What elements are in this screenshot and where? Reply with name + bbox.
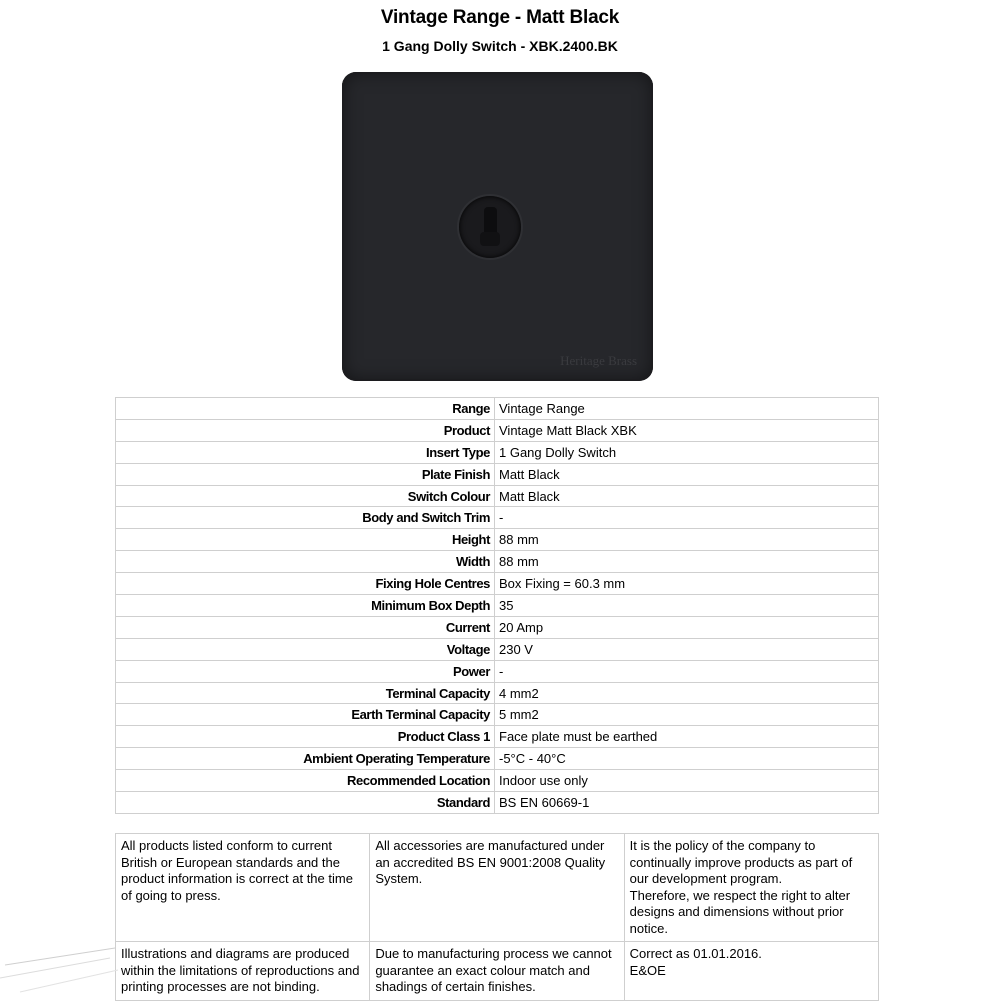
spec-value: -5°C - 40°C xyxy=(495,748,879,770)
spec-value: 5 mm2 xyxy=(495,704,879,726)
spec-label: Current xyxy=(116,616,495,638)
spec-value: Matt Black xyxy=(495,463,879,485)
spec-label: Plate Finish xyxy=(116,463,495,485)
spec-value: 88 mm xyxy=(495,529,879,551)
spec-row xyxy=(116,573,879,595)
spec-label: Power xyxy=(116,660,495,682)
notes-row xyxy=(116,942,879,1001)
spec-value: 35 xyxy=(495,595,879,617)
spec-label: Height xyxy=(116,529,495,551)
spec-label: Minimum Box Depth xyxy=(116,595,495,617)
spec-label: Product Class 1 xyxy=(116,726,495,748)
spec-label: Insert Type xyxy=(116,441,495,463)
decorative-streaks xyxy=(0,930,120,1000)
spec-value: Vintage Range xyxy=(495,398,879,420)
specification-table xyxy=(115,397,879,814)
spec-row xyxy=(116,398,879,420)
spec-value: BS EN 60669-1 xyxy=(495,792,879,814)
spec-label: Body and Switch Trim xyxy=(116,507,495,529)
spec-label: Voltage xyxy=(116,638,495,660)
spec-label: Product xyxy=(116,419,495,441)
spec-row xyxy=(116,660,879,682)
spec-label: Range xyxy=(116,398,495,420)
spec-label: Fixing Hole Centres xyxy=(116,573,495,595)
spec-value: - xyxy=(495,507,879,529)
spec-row xyxy=(116,507,879,529)
spec-row xyxy=(116,616,879,638)
spec-label: Switch Colour xyxy=(116,485,495,507)
spec-row xyxy=(116,551,879,573)
spec-row xyxy=(116,419,879,441)
spec-label: Recommended Location xyxy=(116,770,495,792)
note-quality-system: All accessories are manufactured under an accredited BS EN 9001:2008 Quality System. xyxy=(370,834,624,942)
note-colour-match: Due to manufacturing process we cannot guarantee an exact colour match and shadings of certain finishes. xyxy=(370,942,624,1001)
spec-value: Matt Black xyxy=(495,485,879,507)
spec-label: Ambient Operating Temperature xyxy=(116,748,495,770)
spec-row xyxy=(116,595,879,617)
spec-row xyxy=(116,704,879,726)
document-subtitle: 1 Gang Dolly Switch - XBK.2400.BK xyxy=(382,38,618,54)
note-correct-as: Correct as 01.01.2016. E&OE xyxy=(624,942,878,1001)
note-policy: It is the policy of the company to continually improve products as part of our development program. Therefore, we respect the right to alter designs and dimensions without prior notice. xyxy=(624,834,878,942)
spec-label: Earth Terminal Capacity xyxy=(116,704,495,726)
spec-value: 1 Gang Dolly Switch xyxy=(495,441,879,463)
spec-row xyxy=(116,792,879,814)
spec-value: Vintage Matt Black XBK xyxy=(495,419,879,441)
spec-value: Box Fixing = 60.3 mm xyxy=(495,573,879,595)
spec-value: - xyxy=(495,660,879,682)
notes-row xyxy=(116,834,879,942)
spec-value: Indoor use only xyxy=(495,770,879,792)
brand-mark: Heritage Brass xyxy=(560,353,637,368)
spec-value: Face plate must be earthed xyxy=(495,726,879,748)
spec-row xyxy=(116,748,879,770)
product-photo xyxy=(342,72,653,381)
spec-value: 88 mm xyxy=(495,551,879,573)
spec-row xyxy=(116,726,879,748)
note-standards: All products listed conform to current British or European standards and the product information is correct at the time of going to press. xyxy=(116,834,370,942)
spec-row xyxy=(116,638,879,660)
spec-row xyxy=(116,529,879,551)
spec-row xyxy=(116,441,879,463)
document-title: Vintage Range - Matt Black xyxy=(380,7,620,28)
notes-table xyxy=(115,833,879,1001)
spec-value: 230 V xyxy=(495,638,879,660)
spec-row xyxy=(116,463,879,485)
spec-label: Width xyxy=(116,551,495,573)
spec-value: 20 Amp xyxy=(495,616,879,638)
dolly-switch-knob xyxy=(480,232,500,246)
note-illustrations: Illustrations and diagrams are produced within the limitations of reproductions and printing processes are not binding. xyxy=(116,942,370,1001)
spec-label: Terminal Capacity xyxy=(116,682,495,704)
spec-value: 4 mm2 xyxy=(495,682,879,704)
spec-row xyxy=(116,485,879,507)
spec-row xyxy=(116,770,879,792)
spec-row xyxy=(116,682,879,704)
spec-label: Standard xyxy=(116,792,495,814)
